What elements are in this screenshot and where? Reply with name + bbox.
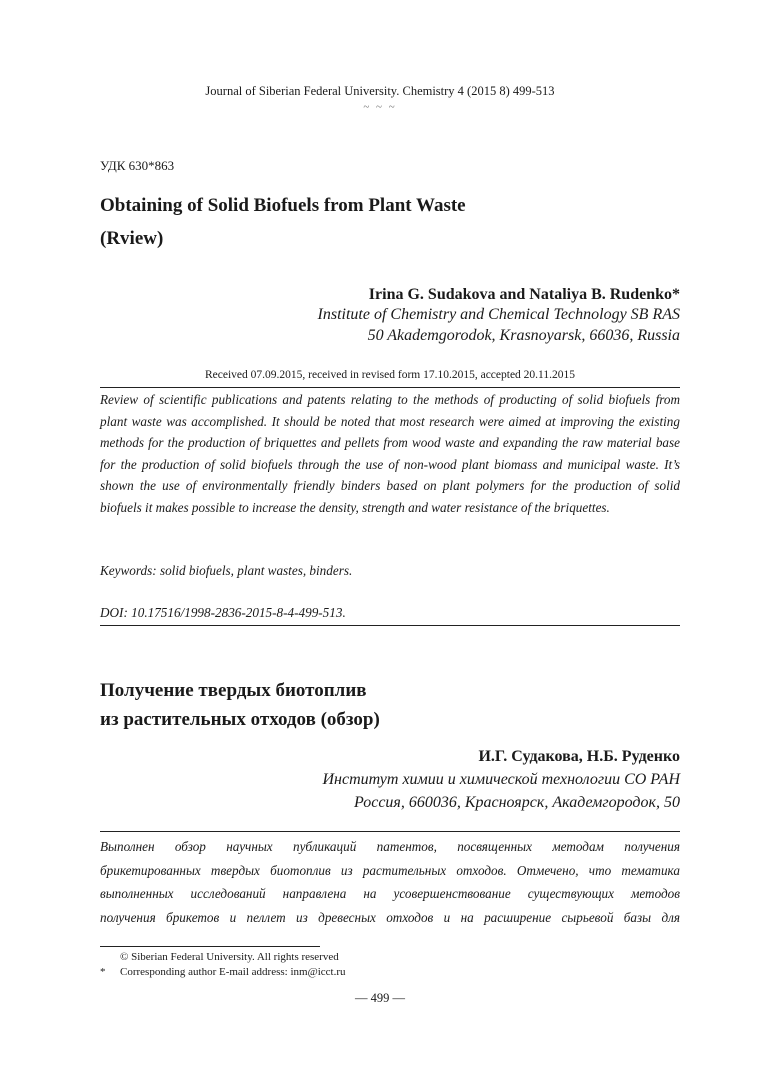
en-doi: DOI: 10.17516/1998-2836-2015-8-4-499-513.: [100, 605, 346, 620]
footnote-copyright: [100, 951, 339, 963]
ru-abstract-line: Выполнен обзор научных публикаций патентов, посвященных методам получения: [100, 839, 680, 854]
divider: [100, 625, 680, 626]
en-title-line-2: (Rview): [100, 228, 164, 249]
footnote-corresponding-author: [100, 966, 346, 978]
author-email-text: Corresponding author E-mail address: inm@icct.ru: [120, 966, 346, 978]
ru-title-line-2: из растительных отходов (обзор): [100, 709, 380, 730]
udk-code: УДК 630*863: [100, 158, 175, 173]
en-keywords: Keywords: solid biofuels, plant wastes, binders.: [100, 563, 353, 578]
footnote-mark: *: [100, 966, 106, 978]
en-abstract: Review of scientific publications and patents relating to the methods of producting of solid biofuels from plant waste was accomplished. It should be noted that most research were aimed at improving the existing methods for the production of briquettes and pellets from wood waste and expanding the raw material base for the production of solid biofuels through the use of non-wood plant biomass and municipal waste. It’s shown the use of environmentally friendly binders based on plant polymers for the production of solid biofuels it makes possible to increase the density, strength and water resistance of the briquettes.: [100, 392, 680, 515]
ru-abstract-line: брикетированных твердых биотоплив из растительных отходов. Отмечено, что тематика: [100, 863, 680, 878]
ru-title-line-1: Получение твердых биотоплив: [100, 680, 367, 701]
ru-abstract-line: выполненных исследований направлена на усовершенствование существующих методов: [100, 886, 680, 901]
header-ornament: ~ ~ ~: [363, 101, 397, 113]
received-dates: Received 07.09.2015, received in revised form 17.10.2015, accepted 20.11.2015: [204, 369, 576, 381]
ru-affiliation-line-2: Россия, 660036, Красноярск, Академгородок, 50: [354, 794, 680, 811]
ru-abstract-line: получения брикетов и пеллет из древесных отходов и на расширение сырьевой базы для: [100, 910, 680, 925]
divider: [100, 831, 680, 832]
en-authors: Irina G. Sudakova and Nataliya B. Rudenko*: [368, 286, 680, 303]
copyright-text: © Siberian Federal University. All rights reserved: [120, 951, 339, 963]
journal-header: Journal of Siberian Federal University. Chemistry 4 (2015 8) 499-513: [205, 84, 555, 98]
en-affiliation-line-1: Institute of Chemistry and Chemical Technology SB RAS: [317, 306, 680, 323]
divider: [100, 387, 680, 388]
page-number: — 499 —: [355, 991, 405, 1005]
en-affiliation-line-2: 50 Akademgorodok, Krasnoyarsk, 66036, Russia: [367, 327, 680, 344]
ru-authors: И.Г. Судакова, Н.Б. Руденко: [478, 748, 680, 765]
en-title-line-1: Obtaining of Solid Biofuels from Plant Waste: [100, 195, 466, 216]
ru-affiliation-line-1: Институт химии и химической технологии СО РАН: [322, 771, 680, 788]
footnote-divider: [100, 946, 320, 947]
